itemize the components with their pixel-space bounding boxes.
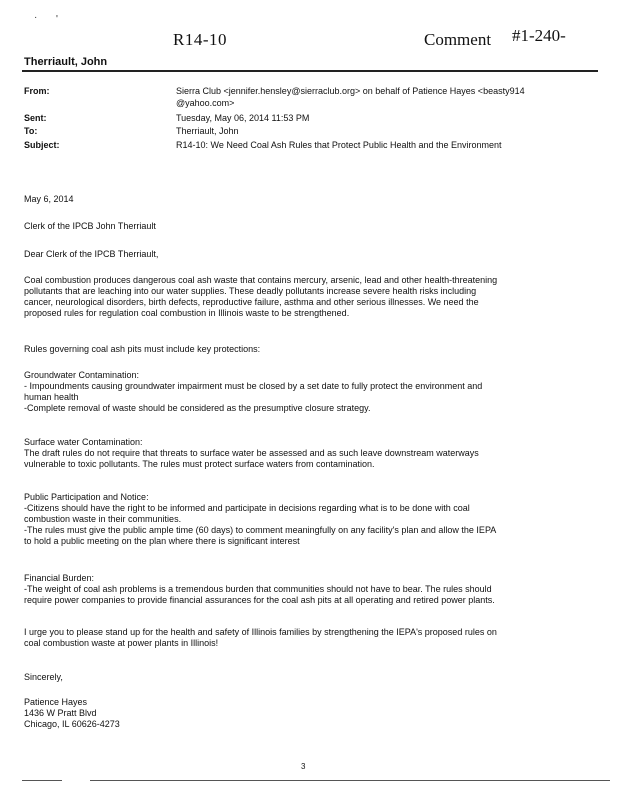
- sent-label: Sent:: [24, 113, 47, 123]
- subject-label: Subject:: [24, 140, 60, 150]
- text-line: -Complete removal of waste should be considered as the presumptive closure strategy.: [24, 403, 371, 413]
- text-line: -The weight of coal ash problems is a tremendous burden that communities should not have to bear. The rules should: [24, 584, 492, 594]
- section-financial-burden: [24, 573, 584, 606]
- addressee: Clerk of the IPCB John Therriault: [24, 221, 156, 231]
- from-value-line2: @yahoo.com>: [176, 98, 235, 108]
- text-line: proposed rules for regulation coal combustion in Illinois waste to be strengthened.: [24, 308, 350, 318]
- section-public-participation: [24, 492, 584, 547]
- scan-mark: ·: [34, 12, 38, 23]
- signoff: Sincerely,: [24, 672, 63, 682]
- from-label: From:: [24, 86, 50, 96]
- text-line: The draft rules do not require that threats to surface water be assessed and as such leave downstream waterways: [24, 448, 479, 458]
- signature-name: Patience Hayes: [24, 697, 88, 707]
- scan-edge-mark: [22, 780, 62, 781]
- page-number: 3: [301, 762, 306, 771]
- signature-street: 1436 W Pratt Blvd: [24, 708, 97, 718]
- text-line: coal combustion waste at power plants in Illinois!: [24, 638, 219, 648]
- text-line: require power companies to provide financial assurances for the coal ash pits at all operating and retired power plants.: [24, 595, 495, 605]
- salutation: Dear Clerk of the IPCB Therriault,: [24, 249, 159, 259]
- section-title: Groundwater Contamination:: [24, 370, 140, 380]
- signature-city: Chicago, IL 60626-4273: [24, 719, 120, 729]
- comment-label: Comment: [424, 30, 492, 49]
- text-line: -The rules must give the public ample time (60 days) to comment meaningfully on any facility's plan and allow the IEPA: [24, 525, 497, 535]
- letter-date: May 6, 2014: [24, 194, 74, 204]
- text-line: -Citizens should have the right to be informed and participate in decisions regarding what is to be done with coal: [24, 503, 470, 513]
- section-surface-water: [24, 437, 584, 470]
- to-label: To:: [24, 126, 38, 136]
- to-value: Therriault, John: [176, 126, 239, 136]
- text-line: - Impoundments causing groundwater impairment must be closed by a set date to fully protect the environment and: [24, 381, 483, 391]
- scan-tick: ': [56, 14, 58, 25]
- text-line: I urge you to please stand up for the health and safety of Illinois families by strengthening the IEPA's proposed rules on: [24, 627, 497, 637]
- text-line: cancer, neurological disorders, birth defects, reproductive failure, asthma and other serious illnesses. We need the: [24, 297, 479, 307]
- comment-number: #1-240-: [512, 26, 566, 45]
- closing-paragraph: [24, 627, 584, 649]
- text-line: pollutants that are leaching into our water supplies. These deadly pollutants increase severe health risks including: [24, 286, 477, 296]
- section-title: Surface water Contamination:: [24, 437, 143, 447]
- text-line: Coal combustion produces dangerous coal ash waste that contains mercury, arsenic, lead and other health-threatening: [24, 275, 498, 285]
- paragraph-intro: [24, 275, 584, 319]
- header-divider: [22, 70, 598, 72]
- section-title: Financial Burden:: [24, 573, 95, 583]
- text-line: human health: [24, 392, 79, 402]
- signature-block: [24, 697, 584, 730]
- text-line: to hold a public meeting on the plan where there is significant interest: [24, 536, 300, 546]
- sent-value: Tuesday, May 06, 2014 11:53 PM: [176, 113, 310, 123]
- text-line: combustion waste in their communities.: [24, 514, 182, 524]
- docket-number: R14-10: [173, 30, 227, 49]
- scan-edge-mark: [90, 780, 610, 781]
- text-line: vulnerable to toxic pollutants. The rules must protect surface waters from contamination.: [24, 459, 375, 469]
- sender-name: Therriault, John: [24, 56, 108, 68]
- rules-intro: Rules governing coal ash pits must include key protections:: [24, 344, 261, 354]
- from-value-line1: Sierra Club <jennifer.hensley@sierraclub.org> on behalf of Patience Hayes <beasty914: [176, 86, 525, 96]
- section-title: Public Participation and Notice:: [24, 492, 149, 502]
- section-groundwater: [24, 370, 584, 414]
- subject-value: R14-10: We Need Coal Ash Rules that Protect Public Health and the Environment: [176, 140, 502, 150]
